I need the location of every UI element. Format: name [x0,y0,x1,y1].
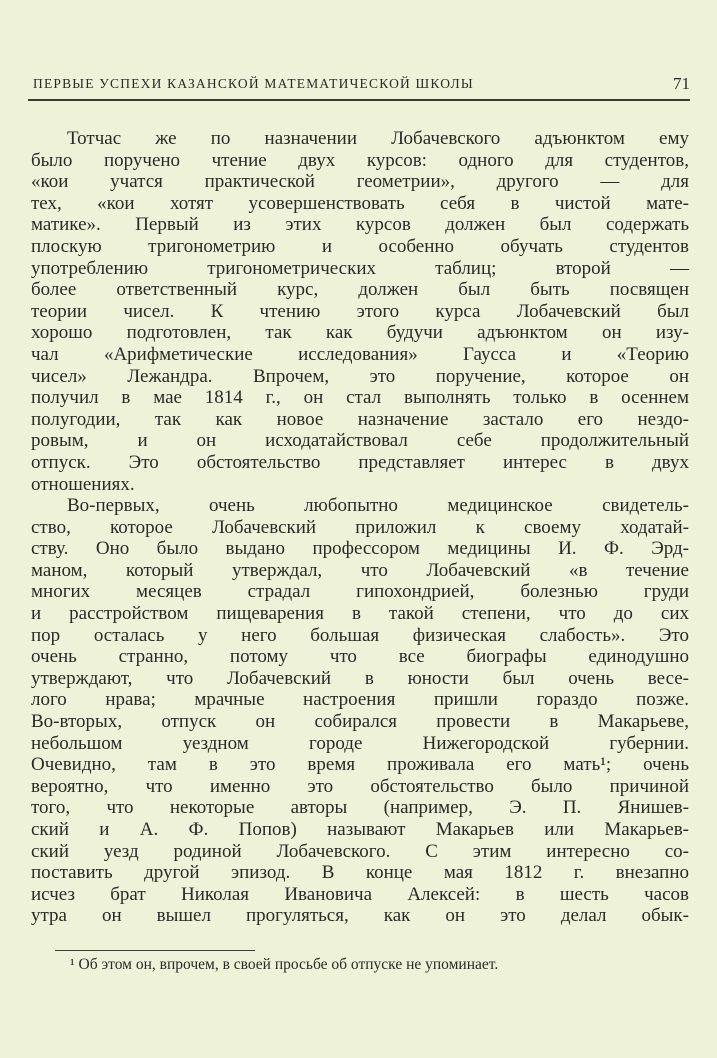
text-line: было поручено чтение двух курсов: одного для студентов, [31,149,689,171]
text-line: матике». Первый из этих курсов должен был содержать [31,214,689,236]
text-line: чисел» Лежандра. Впрочем, это поручение, которое он [31,365,689,387]
footnote: ¹ Об этом он, впрочем, в своей просьбе об отпуске не упоминает. [70,956,499,973]
text-line: получил в мае 1814 г., он стал выполнять только в осеннем [31,387,689,409]
text-line: более ответственный курс, должен был быть посвящен [31,279,689,301]
paragraph [31,495,689,927]
text-line: и расстройством пищеварения в такой степени, что до сих [31,603,689,625]
text-line: исчез брат Николая Ивановича Алексей: в шесть часов [31,883,689,905]
text-line: утра он вышел прогуляться, как он это делал обык- [31,905,689,927]
paragraph [31,128,689,495]
text-line: Во-вторых, отпуск он собирался провести в Макарьеве, [31,711,689,733]
text-line: ству. Оно было выдано профессором медицины И. Ф. Эрд- [31,538,689,560]
text-line: лого нрава; мрачные настроения пришли гораздо позже. [31,689,689,711]
text-line: Во-первых, очень любопытно медицинское свидетель- [67,495,689,517]
text-line: чал «Арифметические исследования» Гаусса и «Теорию [31,343,689,365]
text-line: того, что некоторые авторы (например, Э. П. Янишев- [31,797,689,819]
text-line: тех, «кои хотят усовершенствовать себя в чистой мате- [31,192,689,214]
text-line: ский уезд родиной Лобачевского. С этим интересно со- [31,840,689,862]
header-rule [28,99,690,101]
body-text [31,128,689,927]
running-title: ПЕРВЫЕ УСПЕХИ КАЗАНСКОЙ МАТЕМАТИЧЕСКОЙ ШКОЛЫ [33,76,474,91]
footnote-rule [55,950,255,951]
text-line: поставить другой эпизод. В конце мая 1812 г. внезапно [31,862,689,884]
text-line: хорошо подготовлен, так как будучи адъюнктом он изу- [31,322,689,344]
text-line: полугодии, так как новое назначение застало его нездо- [31,408,689,430]
text-line: ровым, и он исходатайствовал себе продолжительный [31,430,689,452]
text-line: вероятно, что именно это обстоятельство было причиной [31,775,689,797]
text-line: отношениях. [31,473,135,495]
text-line: употреблению тригонометрических таблиц; второй — [31,257,689,279]
text-line: Тотчас же по назначении Лобачевского адъюнктом ему [67,128,689,149]
text-line: отпуск. Это обстоятельство представляет интерес в двух [31,451,689,473]
text-line: ский и А. Ф. Попов) называют Макарьев или Макарьев- [31,819,689,840]
page-number: 71 [673,74,690,93]
text-line: «кои учатся практической геометрии», другого — для [31,171,689,193]
text-line: теории чисел. К чтению этого курса Лобачевский был [31,300,689,322]
text-line: многих месяцев страдал гипохондрией, болезнью груди [31,581,689,603]
text-line: ство, которое Лобачевский приложил к своему ходатай- [31,516,689,538]
text-line: плоскую тригонометрию и особенно обучать студентов [31,235,689,257]
text-line: пор осталась у него большая физическая слабость». Это [31,624,689,646]
text-line: Очевидно, там в это время проживала его мать¹; очень [31,754,689,776]
running-header [33,74,690,96]
text-line: небольшом уездном городе Нижегородской губернии. [31,732,689,754]
text-line: очень странно, потому что все биографы единодушно [31,646,689,668]
text-line: утверждают, что Лобачевский в юности был очень весе- [31,667,689,689]
text-line: маном, который утверждал, что Лобачевский «в течение [31,559,689,581]
